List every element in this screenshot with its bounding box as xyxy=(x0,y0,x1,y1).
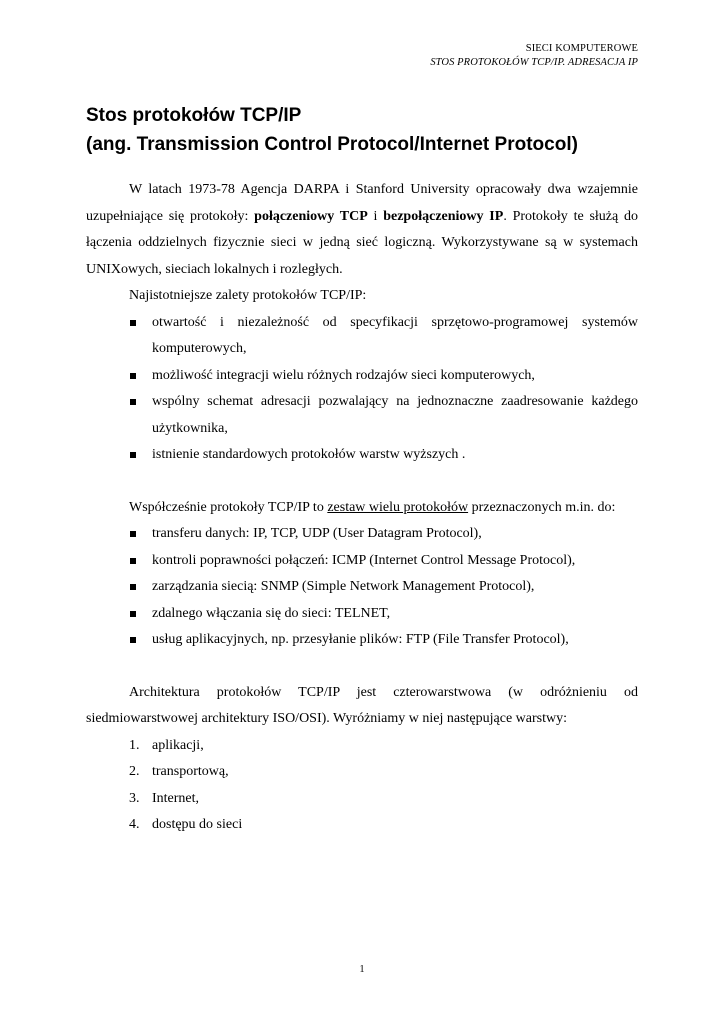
list-item xyxy=(86,310,638,363)
page-header xyxy=(430,42,638,70)
uses-list xyxy=(86,521,638,654)
list-item-number: 4. xyxy=(129,817,140,832)
square-bullet-icon xyxy=(130,399,136,405)
square-bullet-icon xyxy=(130,531,136,537)
list-item xyxy=(86,786,638,813)
advantages-list xyxy=(86,310,638,469)
list-item-text: aplikacji, xyxy=(152,737,204,753)
list-item-number: 2. xyxy=(129,764,140,779)
list-item xyxy=(86,733,638,760)
list-item xyxy=(86,521,638,548)
square-bullet-icon xyxy=(130,637,136,643)
list-item-text: kontroli poprawności połączeń: ICMP (Internet Control Message Protocol), xyxy=(152,552,576,568)
page-subtitle: (ang. Transmission Control Protocol/Internet Protocol) xyxy=(86,134,578,155)
square-bullet-icon xyxy=(130,558,136,564)
list-item xyxy=(86,601,638,628)
intro-bold-ip: bezpołączeniowy IP xyxy=(383,208,504,224)
square-bullet-icon xyxy=(130,320,136,326)
page-number: 1 xyxy=(359,964,365,975)
list-item-text: wspólny schemat adresacji pozwalający na jednoznaczne zaadresowanie każdego użytkownika, xyxy=(152,394,638,436)
intro-text-1: W latach 1973-78 Agencja DARPA i Stanford University opracowały dwa wzajemnie uzupełniające się protokoły: xyxy=(86,182,638,224)
list-item-text: usług aplikacyjnych, np. przesyłanie plików: FTP (File Transfer Protocol), xyxy=(152,632,569,647)
document-body xyxy=(86,177,638,839)
list-item xyxy=(86,389,638,442)
list-item xyxy=(86,627,638,654)
list-item-text: zdalnego włączania się do sieci: TELNET, xyxy=(152,605,391,621)
list-item xyxy=(86,812,638,839)
list-item-number: 3. xyxy=(129,790,140,806)
square-bullet-icon xyxy=(130,452,136,458)
list-item-text: istnienie standardowych protokołów warstw wyższych . xyxy=(152,447,466,462)
list-item-text: zarządzania siecią: SNMP (Simple Network Management Protocol), xyxy=(152,579,535,594)
uses-heading-text-2: przeznaczonych m.in. do: xyxy=(468,499,616,515)
header-line-topic: STOS PROTOKOŁÓW TCP/IP. ADRESACJA IP xyxy=(430,57,638,68)
list-item xyxy=(86,363,638,390)
square-bullet-icon xyxy=(130,611,136,617)
square-bullet-icon xyxy=(130,373,136,379)
header-line-course: SIECI KOMPUTEROWE xyxy=(525,43,638,54)
spacer xyxy=(86,654,638,680)
advantages-heading: Najistotniejsze zalety protokołów TCP/IP: xyxy=(129,288,367,303)
layers-list xyxy=(86,733,638,839)
uses-heading-text-1: Współcześnie protokoły TCP/IP to xyxy=(129,499,328,515)
intro-paragraph xyxy=(86,177,638,283)
list-item xyxy=(86,574,638,601)
list-item xyxy=(86,442,638,469)
list-item-number: 1. xyxy=(129,737,140,753)
list-item-text: możliwość integracji wielu różnych rodzajów sieci komputerowych, xyxy=(152,367,535,383)
list-item-text: transportową, xyxy=(152,764,229,779)
page-title: Stos protokołów TCP/IP xyxy=(86,105,302,126)
architecture-paragraph: Architektura protokołów TCP/IP jest czterowarstwowa (w odróżnieniu od siedmiowarstwowej architektury ISO/OSI). Wyróżniamy w niej następujące warstwy: xyxy=(86,684,638,726)
spacer xyxy=(86,469,638,495)
list-item-text: transferu danych: IP, TCP, UDP (User Datagram Protocol), xyxy=(152,526,482,541)
intro-text-2: i xyxy=(367,208,384,224)
square-bullet-icon xyxy=(130,584,136,590)
protocol-suite-link[interactable]: zestaw wielu protokołów xyxy=(327,499,469,515)
intro-text-3: . Protokoły te służą do łączenia oddzielnych fizycznie sieci w jedną sieć logiczną. Wykorzystywane są w systemach UNIXowych, sieciach lokalnych i rozległych. xyxy=(86,208,638,277)
list-item-text: otwartość i niezależność od specyfikacji sprzętowo-programowej systemów komputerowych, xyxy=(152,314,638,356)
uses-heading xyxy=(86,495,638,522)
list-item-text: Internet, xyxy=(152,790,200,806)
list-item-text: dostępu do sieci xyxy=(152,817,243,832)
list-item xyxy=(86,759,638,786)
list-item xyxy=(86,548,638,575)
intro-bold-tcp: połączeniowy TCP xyxy=(254,208,368,224)
